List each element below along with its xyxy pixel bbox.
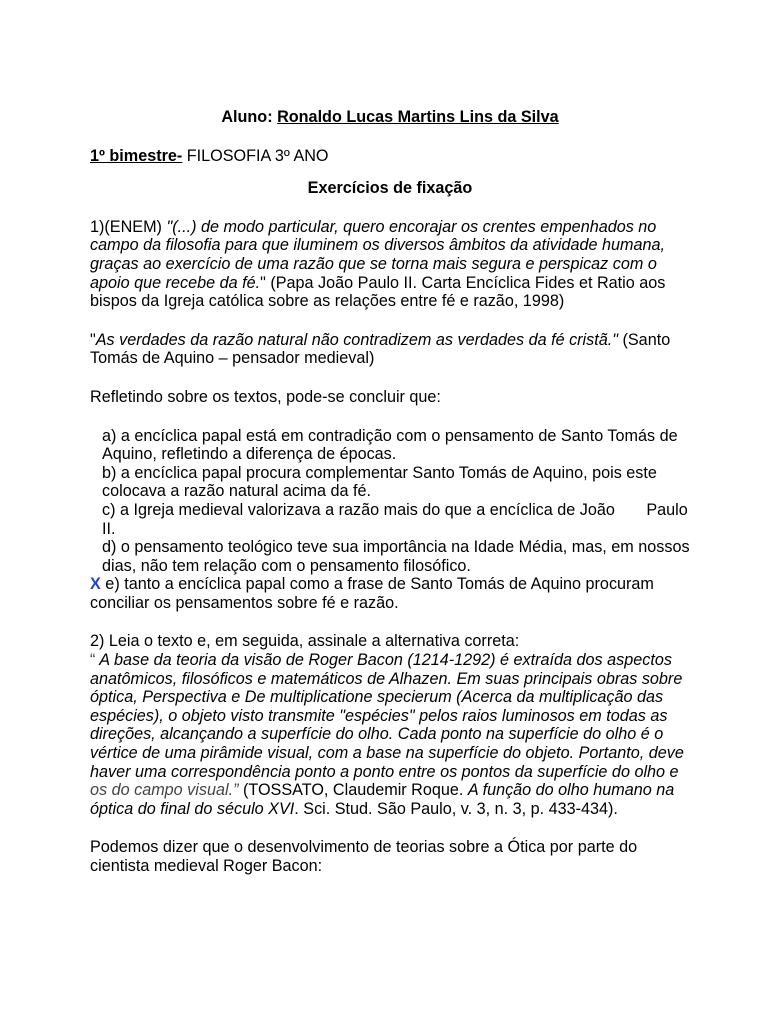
- q1-option-d[interactable]: d) o pensamento teológico teve sua importância na Idade Média, mas, em nossos dias, não tem relação com o pensamento filosófico.: [102, 538, 690, 575]
- period-line: [90, 147, 690, 166]
- q1-statement: [90, 218, 690, 311]
- q1-number: 1)(ENEM): [90, 217, 167, 236]
- q2-quote-main: A base da teoria da visão de Roger Bacon (1214-1292) é extraída dos aspectos anatômicos, filosóficos e matemáticos de Alhazen. Em suas principais obras sobre óptica, Perspectiva e De multiplicatione specierum (Acerca da multiplicação das espécies), o objeto visto transmite "espécies" pelos raios luminosos em todas as direções, alcançando a superfície do olho. Cada ponto na superfície do olho é o vértice de uma pirâmide visual, com a base na superfície do objeto. Portanto, deve haver uma correspondência ponto a ponto entre os pontos da superfície do olho e: [90, 651, 684, 781]
- exercise-title: Exercícios de fixação: [307, 179, 473, 198]
- student-line: [90, 108, 690, 127]
- q1-quote2-open: ": [90, 330, 96, 349]
- subject-text: FILOSOFIA 3º ANO: [182, 146, 329, 165]
- q2-intro: 2) Leia o texto e, em seguida, assinale a alternativa correta:: [90, 632, 520, 651]
- q1-option-c[interactable]: c) a Igreja medieval valorizava a razão mais do que a encíclica de João Paulo II.: [102, 500, 693, 538]
- student-name: Ronaldo Lucas Martins Lins da Silva: [277, 108, 559, 126]
- q1-quote: "(...) de modo particular, quero encorajar os crentes empenhados no campo da filosofia para que iluminem os diversos âmbitos da atividade humana, graças ao exercício de uma razão que se torna mais segura e perspicaz com o apoio que recebe da fé.: [90, 217, 665, 292]
- q2-quote: [90, 651, 690, 818]
- q1-options: [90, 426, 693, 613]
- q1-option-b[interactable]: b) a encíclica papal procura complementar Santo Tomás de Aquino, pois este colocava a razão natural acima da fé.: [102, 463, 657, 501]
- q2-quote-tail: os do campo visual.”: [90, 781, 239, 800]
- q1-prompt: Refletindo sobre os textos, pode-se concluir que:: [90, 387, 441, 406]
- q2-citation-author: (TOSSATO, Claudemir Roque.: [238, 781, 468, 800]
- q2-quote-open: “: [90, 651, 96, 670]
- q2-citation-rest: . Sci. Stud. São Paulo, v. 3, n. 3, p. 433-434).: [294, 799, 618, 818]
- q1-quote2: [90, 331, 690, 368]
- student-label: Aluno:: [221, 108, 273, 126]
- document-page: [90, 108, 693, 876]
- q2-citation-title: A função do olho humano na óptica do final do século XVI: [90, 781, 675, 818]
- q1-option-a[interactable]: a) a encíclica papal está em contradição com o pensamento de Santo Tomás de Aquino, refletindo a diferença de épocas.: [102, 426, 678, 464]
- q1-quote2-citation: (Santo Tomás de Aquino – pensador medieval): [90, 330, 671, 368]
- selected-answer-mark: X: [90, 575, 101, 594]
- q1-citation: (Papa João Paulo II. Carta Encíclica Fides et Ratio aos bispos da Igreja católica sobre as relações entre fé e razão, 1998): [90, 273, 666, 311]
- q1-quote2-text: As verdades da razão natural não contradizem as verdades da fé cristã.": [95, 330, 618, 349]
- q1-option-e-text: e) tanto a encíclica papal como a frase de Santo Tomás de Aquino procuram conciliar os pensamentos sobre fé e razão.: [90, 575, 654, 612]
- q1-quote-close: ": [260, 273, 266, 292]
- q2-prompt: Podemos dizer que o desenvolvimento de teorias sobre a Ótica por parte do cientista medieval Roger Bacon:: [90, 838, 638, 875]
- period-label: 1º bimestre-: [90, 146, 183, 165]
- q1-option-e[interactable]: [90, 575, 690, 612]
